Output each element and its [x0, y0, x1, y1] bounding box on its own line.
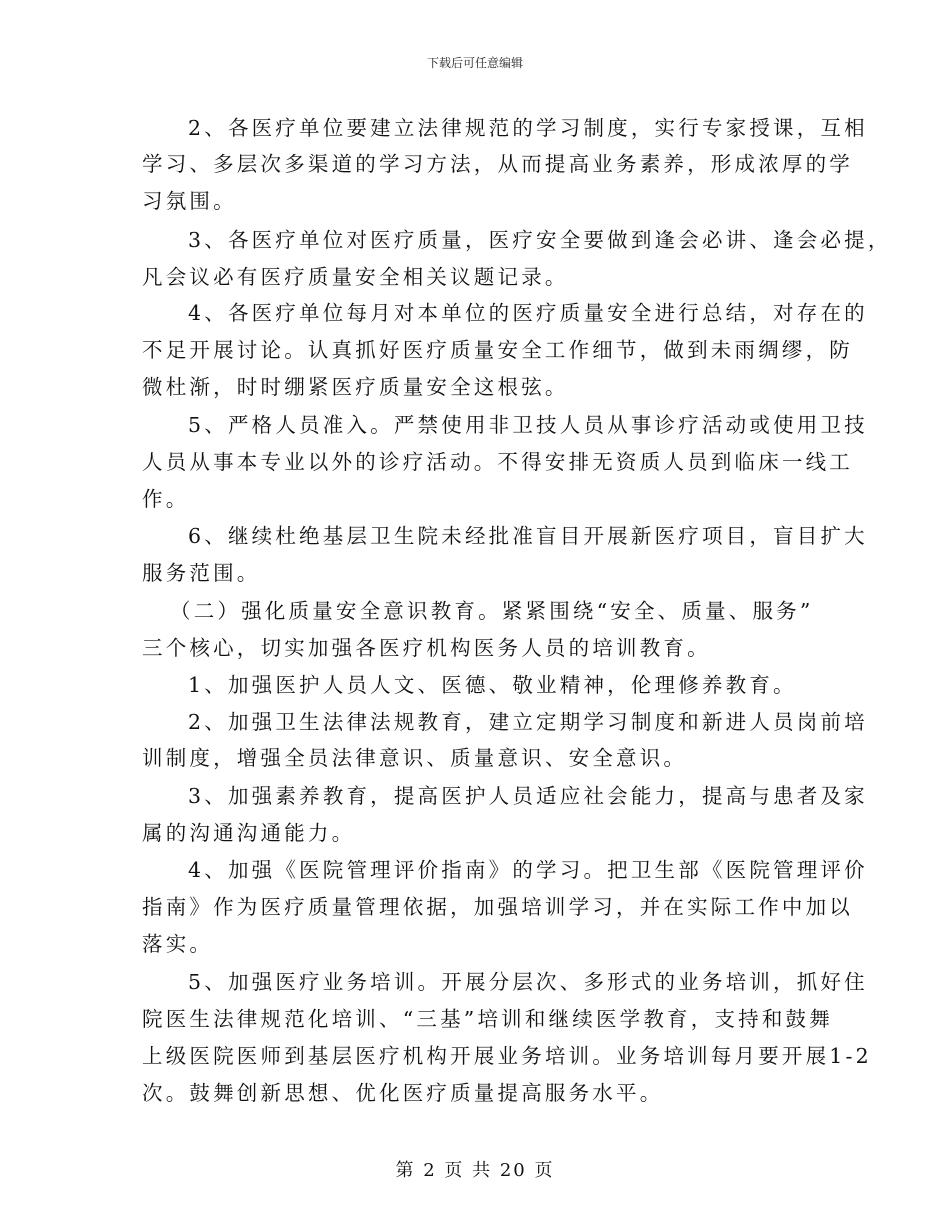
body-line: 3、各医疗单位对医疗质量，医疗安全要做到逢会必讲、逢会必提，	[188, 228, 892, 252]
body-line: 凡会议必有医疗质量安全相关议题记录。	[142, 265, 569, 289]
body-line: 训制度，增强全员法律意识、质量意识、安全意识。	[142, 746, 688, 770]
body-line: 6、继续杜绝基层卫生院未经批准盲目开展新医疗项目，盲目扩大	[188, 524, 868, 548]
body-line: 服务范围。	[142, 561, 261, 585]
body-line: 4、加强《医院管理评价指南》的学习。把卫生部《医院管理评价	[188, 858, 868, 882]
header-note: 下载后可任意编辑	[426, 56, 523, 70]
body-line: 1、加强医护人员人文、医德、敬业精神，伦理修养教育。	[188, 673, 797, 697]
body-line: 作。	[142, 487, 190, 511]
body-line: （二）强化质量安全意识教育。紧紧围绕“安全、质量、服务”	[170, 599, 814, 623]
body-line: 不足开展讨论。认真抓好医疗质量安全工作细节，做到未雨绸缪，防	[142, 338, 853, 362]
body-line: 5、严格人员准入。严禁使用非卫技人员从事诊疗活动或使用卫技	[188, 413, 868, 437]
page-number-footer: 第 2 页 共 20 页	[395, 1160, 555, 1181]
body-line: 上级医院医师到基层医疗机构开展业务培训。业务培训每月要开展1-2	[142, 1044, 872, 1068]
body-line: 三个核心，切实加强各医疗机构医务人员的培训教育。	[142, 636, 711, 660]
body-line: 院医生法律规范化培训、“三基”培训和继续医学教育，支持和鼓舞	[142, 1007, 833, 1031]
body-line: 次。鼓舞创新思想、优化医疗质量提高服务水平。	[142, 1081, 664, 1105]
body-line: 学习、多层次多渠道的学习方法，从而提高业务素养，形成浓厚的学	[142, 152, 853, 176]
body-line: 习氛围。	[142, 189, 237, 213]
body-line: 3、加强素养教育，提高医护人员适应社会能力，提高与患者及家	[188, 784, 868, 808]
body-line: 2、各医疗单位要建立法律规范的学习制度，实行专家授课，互相	[188, 116, 868, 140]
body-line: 指南》作为医疗质量管理依据，加强培训学习，并在实际工作中加以	[142, 895, 853, 919]
body-line: 落实。	[142, 932, 214, 956]
body-line: 属的沟通沟通能力。	[142, 821, 356, 845]
body-line: 微杜渐，时时绷紧医疗质量安全这根弦。	[142, 375, 569, 399]
body-line: 人员从事本专业以外的诊疗活动。不得安排无资质人员到临床一线工	[142, 450, 853, 474]
body-line: 5、加强医疗业务培训。开展分层次、多形式的业务培训，抓好住	[188, 970, 868, 994]
body-line: 4、各医疗单位每月对本单位的医疗质量安全进行总结，对存在的	[188, 301, 868, 325]
body-line: 2、加强卫生法律法规教育，建立定期学习制度和新进人员岗前培	[188, 710, 868, 734]
